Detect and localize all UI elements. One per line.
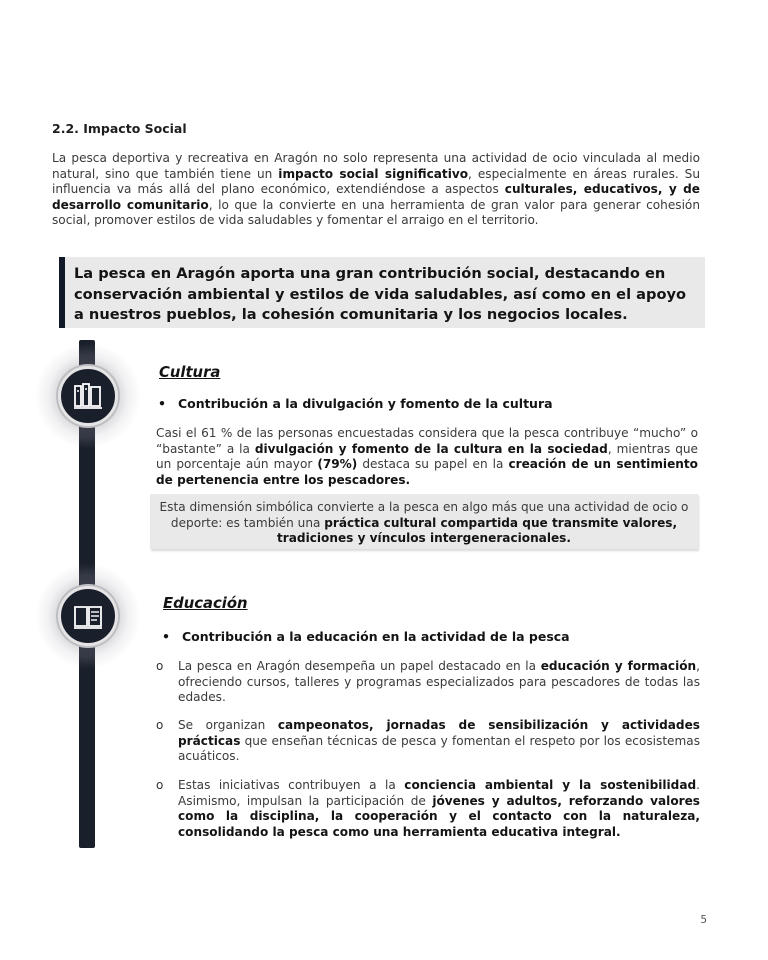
educacion-list <box>156 778 700 840</box>
cultura-paragraph: Casi el 61 % de las personas encuestadas considera que la pesca contribuye “mucho” o “bastante” a la divulgación y fomento de la cultura en la sociedad, mientras que un porcentaje aún mayor (79%) destaca su papel en la creación de un sentimiento de pertenencia entre los pescadores. <box>156 426 698 487</box>
highlight-callout <box>59 257 705 328</box>
list-item: o Estas iniciativas contribuyen a la conciencia ambiental y la sostenibilidad. Asimismo, impulsan la participación de jóvenes y adultos, reforzando valores como la disciplina, la cooperación y el contacto con la naturaleza, consolidando la pesca como una herramienta educativa integral. <box>156 778 701 839</box>
page-number: 5 <box>700 914 707 926</box>
educacion-heading: Educación <box>163 595 248 612</box>
open-book-icon <box>73 601 103 631</box>
callout-text: La pesca en Aragón aporta una gran contribución social, destacando en conservación ambiental y estilos de vida saludables, así como en el apoyo a nuestros pueblos, la cohesión comunitaria y los negocios locales. <box>74 265 687 323</box>
cultura-heading: Cultura <box>159 364 221 381</box>
educacion-list <box>156 659 700 706</box>
books-icon <box>73 381 103 411</box>
educacion-badge <box>58 586 118 646</box>
list-item: o La pesca en Aragón desempeña un papel destacado en la educación y formación, ofreciendo cursos, talleres y programas especializados para pescadores de todas las edades. <box>156 659 700 704</box>
educacion-bullet: • Contribución a la educación en la actividad de la pesca <box>162 629 570 644</box>
intro-paragraph: La pesca deportiva y recreativa en Aragón no solo representa una actividad de ocio vinculada al medio natural, sino que también tiene un impacto social significativo, especialmente en áreas rurales. Su influencia va más allá del plano económico, extendiéndose a aspectos culturales, educativos, y de desarrollo comunitario, lo que la convierte en una herramienta de gran valor para generar cohesión social, promover estilos de vida saludables y fomentar el arraigo en el territorio. <box>52 151 700 227</box>
cultura-bullet: • Contribución a la divulgación y fomento de la cultura <box>158 396 553 411</box>
list-item: o Se organizan campeonatos, jornadas de sensibilización y actividades prácticas que enseñan técnicas de pesca y fomentan el respeto por los ecosistemas acuáticos. <box>156 718 700 763</box>
cultura-note-box <box>150 494 698 549</box>
cultura-badge <box>58 366 118 426</box>
educacion-list <box>156 718 700 765</box>
cultura-note-text: Esta dimensión simbólica convierte a la pesca en algo más que una actividad de ocio o deporte: es también una práctica cultural compartida que transmite valores, tradiciones y vínculos intergeneracionales. <box>159 500 689 545</box>
section-title: 2.2. Impacto Social <box>52 121 187 136</box>
